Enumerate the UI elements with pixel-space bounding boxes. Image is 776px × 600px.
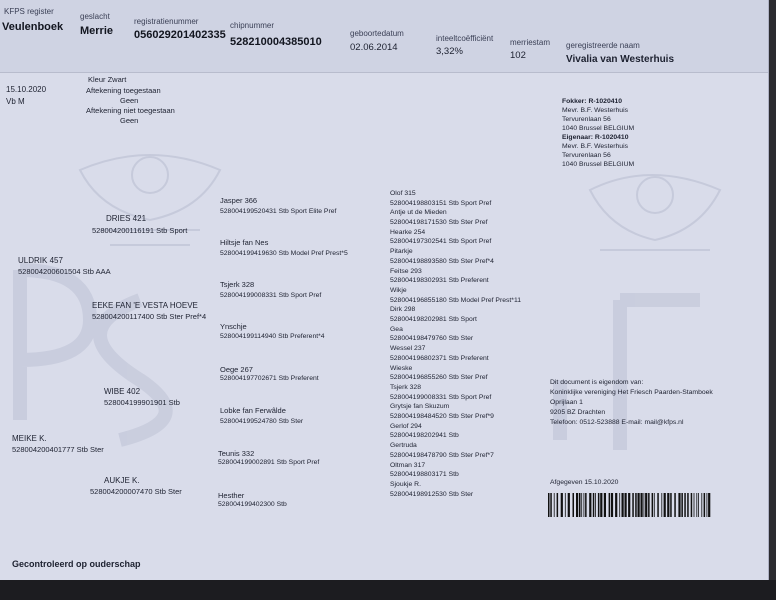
gen3-info: 528004199114940 Stb Preferent*4 — [220, 333, 325, 340]
gen4-name: Olof 315 — [390, 190, 416, 197]
barcode-icon — [548, 493, 712, 517]
gen4-name: Sjoukje R. — [390, 481, 421, 488]
registry-value: Veulenboek — [2, 21, 64, 33]
grandparent-name: WIBE 402 — [104, 387, 141, 396]
markings-allowed-label: Aftekening toegestaan — [86, 86, 161, 95]
owner-line: Mevr. B.F. Westerhuis — [562, 143, 628, 150]
grandparent-name: EEKE FAN 'E VESTA HOEVE — [92, 301, 198, 310]
chip-number-label: chipnummer — [230, 21, 275, 30]
markings-allowed-value: Geen — [120, 96, 139, 105]
gen4-info: 528004198478790 Stb Ster Pref*7 — [390, 451, 494, 459]
gen3-info: 528004199402300 Stb — [218, 501, 287, 508]
gen4-info: 528004198202941 Stb — [390, 432, 459, 440]
registration-number-label: registratienummer — [134, 17, 199, 26]
gen4-name: Wessel 237 — [390, 345, 426, 353]
color-value: Kleur Zwart — [88, 75, 127, 84]
gen3-info: 528004199520431 Stb Sport Elite Pref — [220, 208, 337, 215]
gen4-name: Gea — [390, 325, 403, 333]
sire-info: 528004200601504 Stb AAA — [18, 267, 111, 276]
gen4-name: Wikje — [390, 287, 407, 294]
registered-name-value: Vivalia van Westerhuis — [566, 54, 675, 65]
ownership-line: Dit document is eigendom van: — [550, 379, 644, 386]
dam-name: MEIKE K. — [12, 434, 47, 443]
gen4-name: Wieske — [390, 364, 413, 372]
gen4-info: 528004198803171 Stb — [390, 471, 459, 479]
registration-number-value: 056029201402335 — [134, 29, 226, 41]
ownership-line: Oprijlaan 1 — [550, 399, 583, 406]
breeder-line: Mevr. B.F. Westerhuis — [562, 107, 628, 114]
gen4-name: Dirk 298 — [390, 306, 416, 314]
gen4-name: Tsjerk 328 — [390, 384, 421, 391]
inbreeding-label: inteeltcoëfficiënt — [436, 34, 494, 43]
birth-date-label: geboortedatum — [350, 29, 404, 38]
mare-line-value: 102 — [510, 50, 526, 61]
birth-date-value: 02.06.2014 — [350, 42, 398, 53]
gen3-name: Ynschje — [220, 322, 247, 331]
issue-date: 15.10.2020 — [6, 85, 47, 94]
sex-label: geslacht — [80, 12, 110, 21]
gen4-name: Grytsje fan Skuzum — [390, 403, 450, 411]
gen3-name: Tsjerk 328 — [220, 280, 255, 289]
ownership-line: Telefoon: 0512-523888 E-mail: mail@kfps.nl — [550, 419, 684, 426]
owner-label: Eigenaar: R-1020410 — [562, 134, 629, 141]
gen4-info: 528004199008331 Stb Sport Pref — [390, 393, 492, 401]
breeder-line: Tervurenlaan 56 — [562, 116, 611, 123]
gen4-info: 528004196855180 Stb Model Pref Prest*11 — [390, 296, 521, 304]
gen4-info: 528004198302931 Stb Preferent — [390, 277, 489, 285]
markings-not-allowed-value: Geen — [120, 116, 139, 125]
gen3-info: 528004199008331 Stb Sport Pref — [220, 292, 322, 299]
markings-not-allowed-label: Aftekening niet toegestaan — [86, 106, 175, 115]
grandparent-info: 528004200007470 Stb Ster — [90, 487, 182, 496]
gen3-info: 528004199419630 Stb Model Pref Prest*5 — [220, 250, 348, 257]
gen4-info: 528004198171530 Stb Ster Pref — [390, 218, 488, 226]
registry-label: KFPS register — [4, 7, 54, 16]
chip-number-value: 528210004385010 — [230, 36, 322, 48]
gen3-info: 528004197702671 Stb Preferent — [220, 375, 319, 382]
inbreeding-value: 3,32% — [436, 46, 463, 57]
gen3-name: Jasper 366 — [220, 196, 258, 205]
gen4-name: Gertruda — [390, 442, 417, 450]
parentage-verified-note: Gecontroleerd op ouderschap — [12, 559, 141, 569]
gen3-info: 528004199002891 Stb Sport Pref — [218, 459, 320, 466]
breeder-line: 1040 Brussel BELGIUM — [562, 125, 635, 132]
gen3-info: 528004199524780 Stb Ster — [220, 418, 304, 425]
gen4-info: 528004198912530 Stb Ster — [390, 490, 474, 498]
grandparent-name: DRIES 421 — [106, 214, 147, 223]
grandparent-name: AUKJE K. — [104, 476, 140, 485]
background-surface — [0, 580, 776, 600]
grandparent-info: 528004200117400 Stb Ster Pref*4 — [92, 312, 207, 321]
ownership-line: 9205 BZ Drachten — [550, 409, 606, 416]
gen3-name: Lobke fan Ferwâlde — [220, 406, 286, 415]
gen4-info: 528004196855260 Stb Ster Pref — [390, 374, 488, 382]
gen4-info: 528004198803151 Stb Sport Pref — [390, 199, 492, 207]
gen4-info: 528004198484520 Stb Ster Pref*9 — [390, 412, 494, 420]
gen4-name: Gerlof 294 — [390, 422, 422, 430]
gen4-info: 528004198893580 Stb Ster Pref*4 — [390, 257, 494, 265]
gen4-info: 528004196802371 Stb Preferent — [390, 354, 489, 362]
grandparent-info: 528004199901901 Stb — [104, 398, 180, 407]
gen3-name: Hiltsje fan Nes — [220, 238, 269, 247]
dam-info: 528004200401777 Stb Ster — [12, 445, 104, 454]
registered-name-label: geregistreerde naam — [566, 41, 640, 50]
gen4-info: 528004198202981 Stb Sport — [390, 315, 477, 323]
gen4-name: Oltman 317 — [390, 461, 426, 469]
breeder-label: Fokker: R-1020410 — [562, 98, 623, 105]
gen4-info: 528004198479760 Stb Ster — [390, 335, 474, 343]
gen4-name: Antje ut de Mieden — [390, 209, 447, 217]
gen3-name: Hesther — [218, 491, 245, 500]
sire-name: ULDRIK 457 — [18, 256, 63, 265]
grandparent-info: 528004200116191 Stb Sport — [92, 226, 188, 235]
gen4-name: Pitarkje — [390, 248, 413, 256]
sex-value: Merrie — [80, 25, 114, 37]
ownership-line: Koninklijke vereniging Het Friesch Paarden-Stamboek — [550, 389, 713, 396]
gen3-name: Oege 267 — [220, 365, 253, 374]
owner-line: 1040 Brussel BELGIUM — [562, 161, 635, 168]
mare-line-label: merriestam — [510, 38, 551, 47]
gen4-info: 528004197302541 Stb Sport Pref — [390, 238, 492, 246]
book-code: Vb M — [6, 97, 25, 106]
gen3-name: Teunis 332 — [218, 449, 255, 458]
owner-line: Tervurenlaan 56 — [562, 152, 611, 159]
gen4-name: Hearke 254 — [390, 228, 426, 236]
issued-date: Afgegeven 15.10.2020 — [550, 479, 619, 486]
gen4-name: Feitse 293 — [390, 267, 422, 275]
